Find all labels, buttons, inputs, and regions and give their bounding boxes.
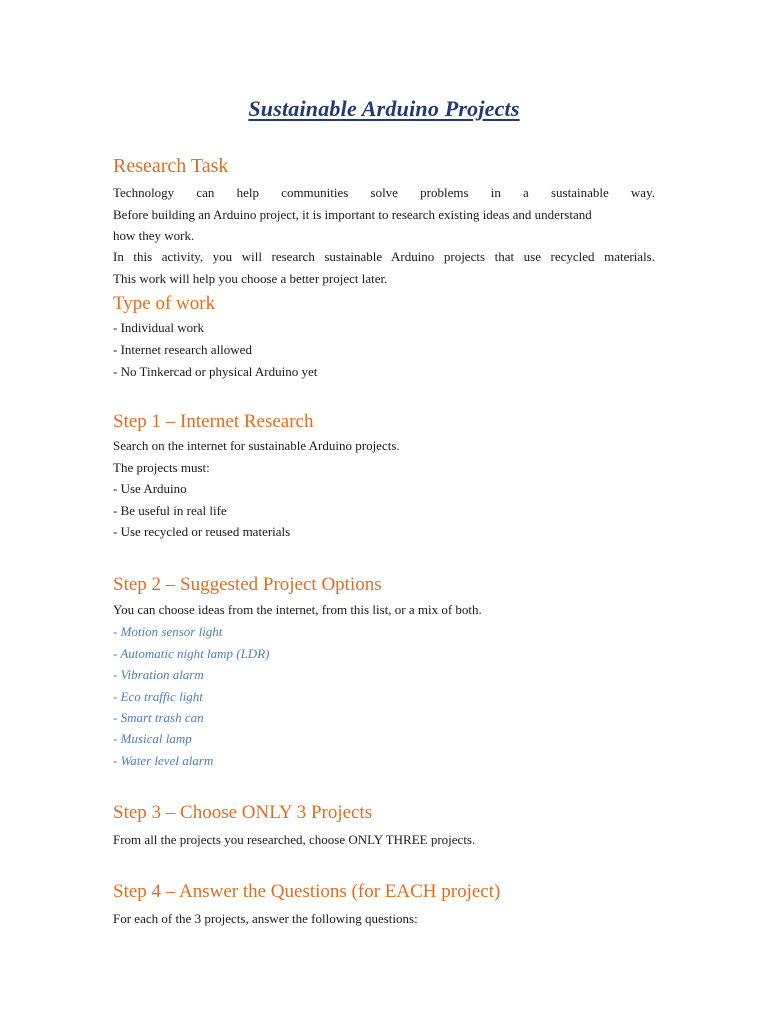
- step4-heading: Step 4 – Answer the Questions (for EACH project): [113, 881, 501, 902]
- research-line-5: This work will help you choose a better project later.: [113, 271, 388, 286]
- step2-heading: Step 2 – Suggested Project Options: [113, 574, 382, 595]
- step1-item: - Be useful in real life: [113, 503, 227, 518]
- project-option: - Water level alarm: [113, 753, 214, 768]
- type-of-work-item: - Internet research allowed: [113, 342, 252, 357]
- step3-heading: Step 3 – Choose ONLY 3 Projects: [113, 802, 373, 823]
- project-option: - Musical lamp: [113, 731, 192, 746]
- research-line-2: Before building an Arduino project, it is important to research existing ideas and understand: [113, 207, 592, 222]
- research-line-4: In this activity, you will research sustainable Arduino projects that use recycled materials.: [113, 249, 655, 264]
- step1-item: - Use Arduino: [113, 481, 187, 496]
- project-option: - Motion sensor light: [113, 624, 223, 639]
- type-of-work-item: - No Tinkercad or physical Arduino yet: [113, 364, 318, 379]
- document-title: Sustainable Arduino Projects: [248, 96, 520, 121]
- research-line-3: how they work.: [113, 228, 195, 243]
- research-task-heading: Research Task: [113, 155, 229, 177]
- step2-intro: You can choose ideas from the internet, from this list, or a mix of both.: [113, 602, 482, 617]
- step1-intro: Search on the internet for sustainable Arduino projects.: [113, 438, 400, 453]
- project-option: - Eco traffic light: [113, 689, 203, 704]
- type-of-work-heading: Type of work: [113, 293, 216, 314]
- project-option: - Smart trash can: [113, 710, 204, 725]
- project-option: - Automatic night lamp (LDR): [113, 646, 270, 661]
- type-of-work-item: - Individual work: [113, 320, 204, 335]
- step3-text: From all the projects you researched, choose ONLY THREE projects.: [113, 832, 476, 847]
- step4-text: For each of the 3 projects, answer the following questions:: [113, 911, 418, 926]
- research-line-1: Technology can help communities solve problems in a sustainable way.: [113, 185, 655, 200]
- step1-item: - Use recycled or reused materials: [113, 524, 291, 539]
- project-option: - Vibration alarm: [113, 667, 204, 682]
- step1-heading: Step 1 – Internet Research: [113, 411, 314, 432]
- step1-must: The projects must:: [113, 460, 210, 475]
